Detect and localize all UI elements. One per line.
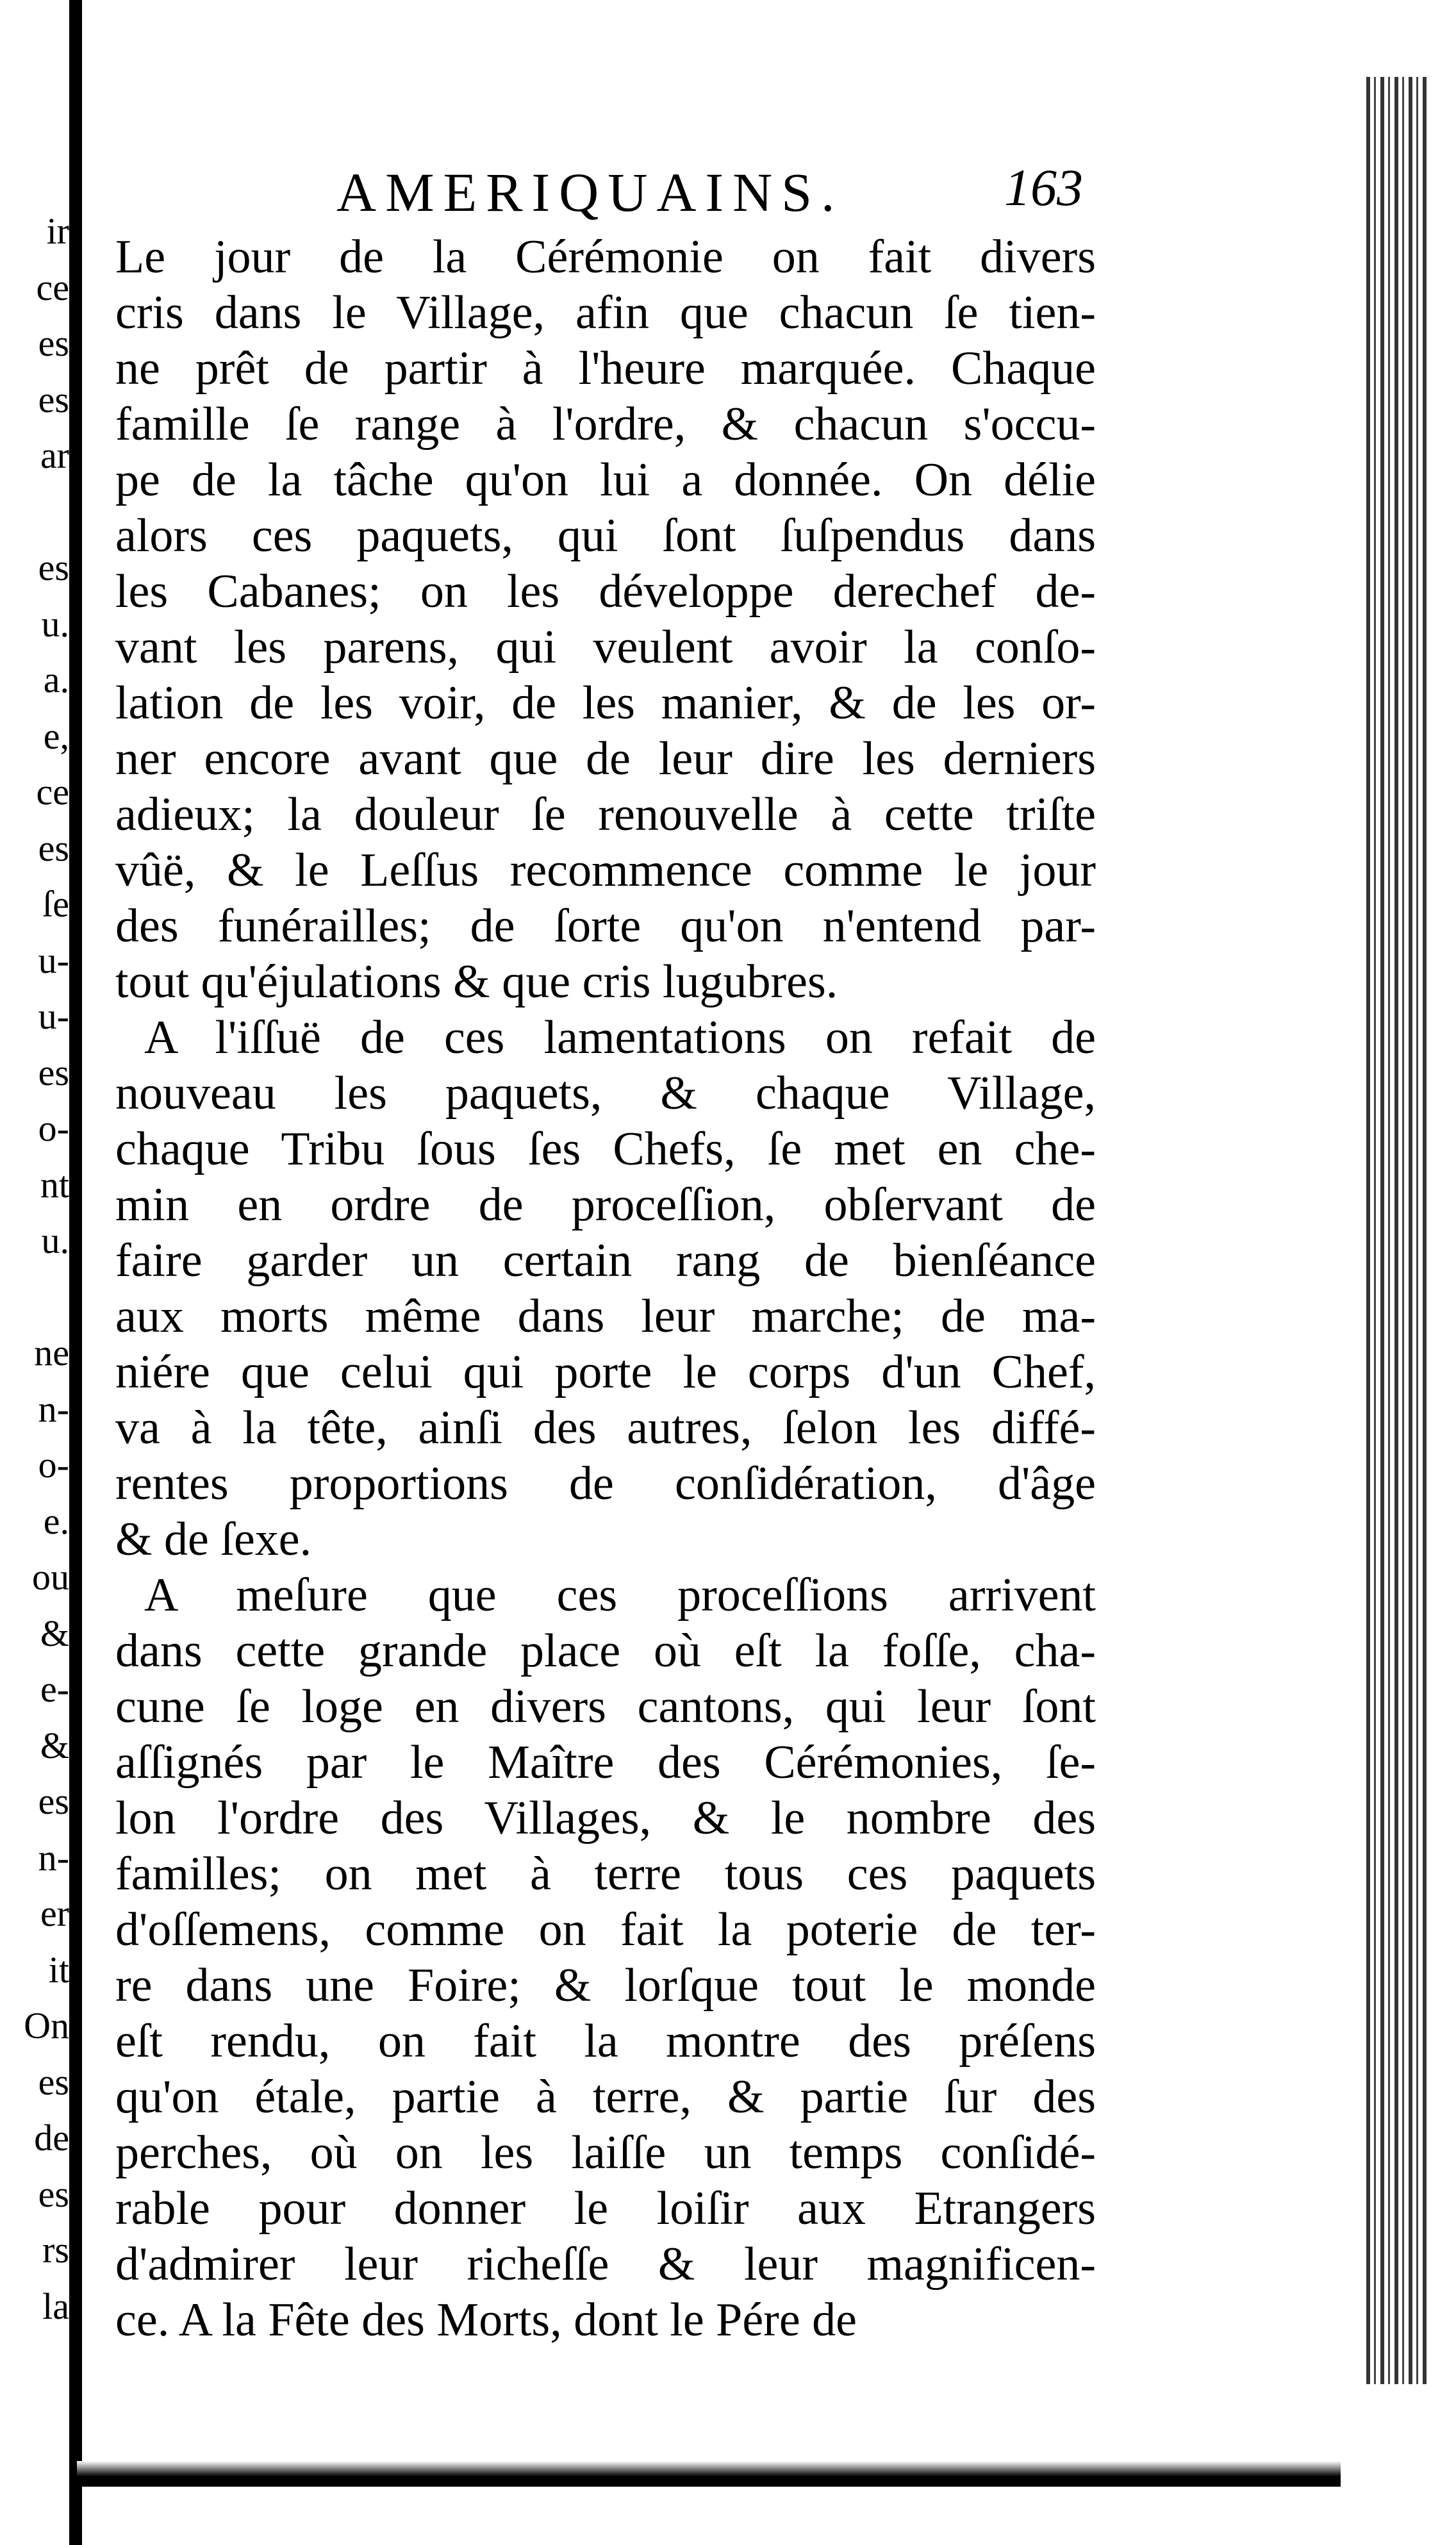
text-line: ne prêt de partir à l'heure marquée. Chaque — [115, 342, 1096, 395]
previous-page-fragment: e, — [43, 716, 69, 756]
previous-page-fragment: ir — [46, 211, 69, 251]
previous-page-fragment: u- — [38, 997, 69, 1036]
previous-page-fragment: de — [34, 2118, 69, 2158]
page-number: 163 — [1004, 158, 1083, 217]
book-page — [115, 154, 1096, 2348]
previous-page-fragment: e. — [43, 1501, 69, 1541]
previous-page-fragment: rs — [42, 2230, 69, 2270]
previous-page-fragment: ſe — [42, 884, 69, 924]
previous-page-fragment: & — [40, 1613, 69, 1654]
text-line: d'admirer leur richeſſe & leur magnificen- — [115, 2238, 1096, 2291]
previous-page-fragment: ce — [36, 267, 69, 308]
previous-page-strip — [0, 0, 69, 2545]
text-line: des funérailles; de ſorte qu'on n'entend par- — [115, 900, 1096, 952]
text-line: eſt rendu, on fait la montre des préſens — [115, 2015, 1096, 2068]
previous-page-fragment: es — [38, 1782, 69, 1821]
previous-page-fragment: es — [38, 2174, 69, 2214]
previous-page-fragment: o- — [38, 1109, 69, 1148]
previous-page-fragment: es — [38, 2062, 69, 2102]
previous-page-fragment: o- — [38, 1445, 69, 1485]
text-line: adieux; la douleur ſe renouvelle à cette triſte — [115, 788, 1096, 841]
previous-page-fragment: it — [48, 1950, 69, 1990]
previous-page-fragment: ne — [34, 1333, 69, 1373]
text-line: faire garder un certain rang de bienſéance — [115, 1234, 1096, 1287]
previous-page-fragment: u- — [38, 940, 69, 981]
text-line: pe de la tâche qu'on lui a donnée. On délie — [115, 454, 1096, 506]
text-line: ce. A la Fête des Morts, dont le Pére de — [115, 2294, 857, 2346]
paragraph — [115, 1010, 1096, 1568]
text-line: lation de les voir, de les manier, & de les or- — [115, 677, 1096, 729]
text-line: cune ſe loge en divers cantons, qui leur ſont — [115, 1680, 1096, 1733]
text-line: A meſure que ces proceſſions arrivent — [144, 1569, 1096, 1621]
previous-page-fragment: a. — [43, 660, 69, 700]
previous-page-fragment: es — [38, 324, 69, 363]
text-line: aſſignés par le Maître des Cérémonies, ſe- — [115, 1736, 1096, 1789]
text-line: nouveau les paquets, & chaque Village, — [115, 1067, 1096, 1120]
text-line: chaque Tribu ſous ſes Chefs, ſe met en che- — [115, 1123, 1096, 1175]
text-line: cris dans le Village, afin que chacun ſe tien- — [115, 286, 1096, 339]
binding-shadow — [69, 0, 82, 2545]
text-line: d'oſſemens, comme on fait la poterie de ter- — [115, 1903, 1096, 1956]
previous-page-fragment: & — [40, 1725, 69, 1766]
text-line: va à la tête, ainſi des autres, ſelon les diffé- — [115, 1402, 1096, 1454]
previous-page-fragment: u. — [41, 604, 69, 644]
previous-page-fragment: es — [38, 828, 69, 868]
text-line: les Cabanes; on les développe derechef de- — [115, 565, 1096, 618]
body-text — [115, 229, 1096, 2348]
text-line: vûë, & le Leſſus recommence comme le jour — [115, 844, 1096, 897]
paragraph — [115, 1568, 1096, 2348]
previous-page-fragment: n- — [38, 1837, 69, 1878]
text-line: famille ſe range à l'ordre, & chacun s'occu- — [115, 398, 1096, 451]
text-line: A l'iſſuë de ces lamentations on refait de — [144, 1011, 1096, 1064]
text-line: familles; on met à terre tous ces paquets — [115, 1848, 1096, 1900]
text-line: lon l'ordre des Villages, & le nombre des — [115, 1792, 1096, 1845]
text-line: rentes proportions de conſidération, d'âge — [115, 1457, 1096, 1510]
previous-page-fragment: ou — [32, 1557, 69, 1597]
text-line: perches, où on les laiſſe un temps conſidé- — [115, 2126, 1096, 2179]
text-line: dans cette grande place où eſt la foſſe, cha- — [115, 1625, 1096, 1677]
previous-page-fragment: e- — [40, 1670, 69, 1709]
previous-page-fragment: nt — [40, 1165, 69, 1205]
right-page-edge — [1341, 0, 1456, 2545]
previous-page-fragment: n- — [38, 1389, 69, 1429]
previous-page-fragment: u. — [41, 1221, 69, 1261]
bottom-page-edge — [77, 2461, 1341, 2487]
text-line: alors ces paquets, qui ſont ſuſpendus dans — [115, 510, 1096, 562]
text-line: niére que celui qui porte le corps d'un Chef, — [115, 1346, 1096, 1398]
previous-page-fragment: la — [42, 2286, 69, 2326]
text-line: rable pour donner le loiſir aux Etrangers — [115, 2182, 1096, 2235]
running-head — [115, 154, 1096, 224]
previous-page-fragment: ar — [40, 436, 69, 476]
text-line: aux morts même dans leur marche; de ma- — [115, 1290, 1096, 1343]
text-line: min en ordre de proceſſion, obſervant de — [115, 1179, 1096, 1231]
previous-page-fragment: es — [38, 1052, 69, 1093]
previous-page-fragment: es — [38, 379, 69, 420]
text-line: & de ſexe. — [115, 1513, 312, 1566]
text-line: tout qu'éjulations & que cris lugubres. — [115, 956, 838, 1008]
page-edge-texture — [1366, 77, 1430, 2384]
running-title: AMERIQUAINS. — [336, 162, 844, 223]
previous-page-fragment: On — [24, 2006, 69, 2046]
text-line: Le jour de la Cérémonie on fait divers — [115, 231, 1096, 283]
text-line: vant les parens, qui veulent avoir la conſo- — [115, 621, 1096, 674]
text-line: qu'on étale, partie à terre, & partie ſur des — [115, 2071, 1096, 2123]
text-line: re dans une Foire; & lorſque tout le monde — [115, 1959, 1096, 2012]
previous-page-fragment: ce — [36, 772, 69, 812]
paragraph — [115, 229, 1096, 1010]
previous-page-fragment: er — [40, 1894, 69, 1934]
text-line: ner encore avant que de leur dire les derniers — [115, 733, 1096, 785]
previous-page-fragment: es — [38, 548, 69, 588]
